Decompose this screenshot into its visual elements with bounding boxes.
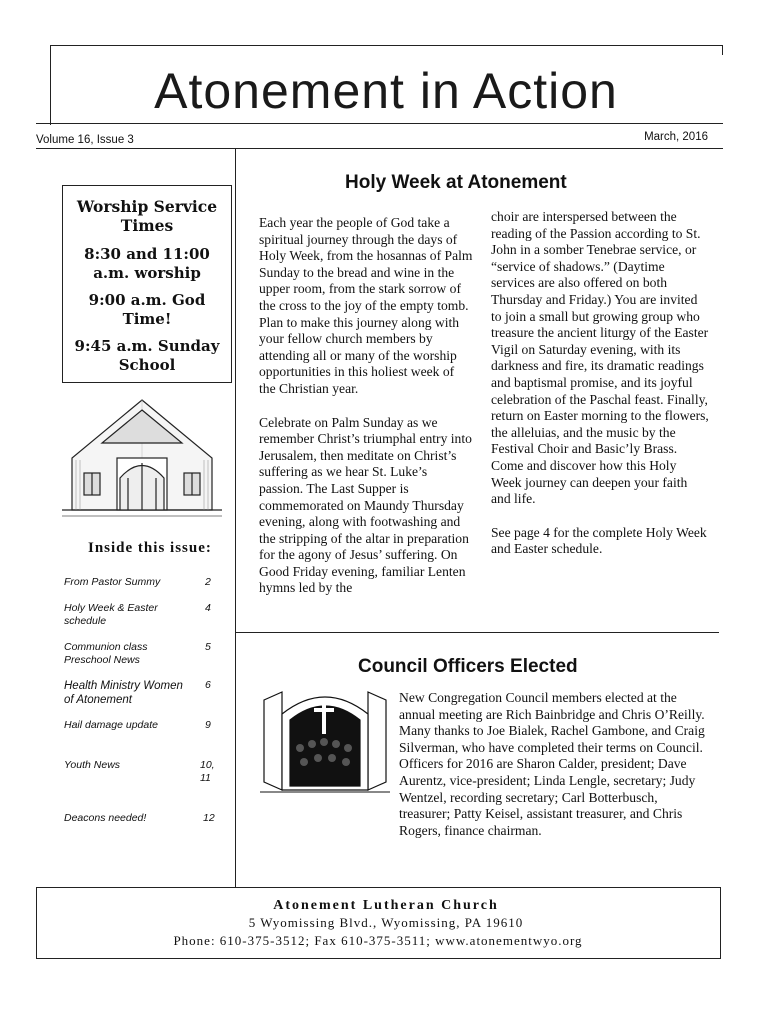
holy-week-title: Holy Week at Atonement	[345, 172, 567, 193]
inside-issue-title: Inside this issue:	[88, 540, 212, 556]
holy-week-column-2	[491, 209, 709, 575]
council-body: New Congregation Council members elected at the annual meeting are Rich Bainbridge and Chris O’Reilly. Many thanks to Joe Bialek, Rachel Gambone, and Craig Silverman, who have completed their terms on Council. Officers for 2016 are Sharon Calder, president; Dave Aurentz, vice-president; Linda Lengle, secretary; Judy Wentzel, recording secretary; Carl Botterbusch, treasurer; Patty Keisel, assistant treasurer, and Chris Rogers, finance chairman.	[399, 690, 705, 838]
toc-item: Youth News	[64, 759, 121, 771]
holy-week-paragraph: Each year the people of God take a spiritual journey through the days of Holy Week, from the hosannas of Palm Sunday to the bread and wine in the upper room, from the stark sorrow of the cross to the joy of the empty tomb. Plan to make this journey along with your fellow church members by attending all or many of the worship opportunities in this holiest week of the Christian year.	[259, 215, 473, 396]
toc-page: 10, 11	[200, 759, 215, 784]
volume-issue: Volume 16, Issue 3	[36, 134, 134, 146]
worship-time-2: 9:00 a.m. God Time!	[88, 291, 206, 328]
holy-week-paragraph: choir are interspersed between the reading of the Passion according to St. John in a somber Tenebrae service, or “service of shadows.” (Daytime services are also offered on both Thursday and Friday.) You are invited to join a small but growing group who treasure the ancient liturgy of the Easter Vigil on Saturday evening, with its darkness and fire, its dramatic readings and baptismal promise, and its joyful celebration of the Paschal feast. Finally, return on Easter morning to the flowers, the alleluias, and the music by the Festival Choir and Basic’ly Brass. Come and discover how this Holy Week journey can deepen your faith and life.	[491, 209, 709, 507]
holy-week-paragraph: See page 4 for the complete Holy Week and Easter schedule.	[491, 524, 707, 557]
toc-item: Communion class Preschool News	[64, 641, 148, 666]
toc-page: 4	[205, 602, 211, 614]
council-title: Council Officers Elected	[358, 656, 578, 677]
holy-week-column-1	[259, 215, 474, 614]
volume-rule	[36, 148, 723, 149]
column-divider	[235, 148, 236, 888]
toc-page: 12	[203, 812, 215, 824]
toc-item: Deacons needed!	[64, 812, 147, 824]
worship-time-1: 8:30 and 11:00 a.m. worship	[84, 245, 210, 282]
toc-page: 9	[205, 719, 211, 731]
issue-date: March, 2016	[644, 131, 708, 143]
toc-item: Hail damage update	[64, 719, 158, 731]
worship-times-title: Worship Service Times	[76, 197, 218, 235]
toc-item: Holy Week & Easter schedule	[64, 602, 158, 627]
church-doors-illustration	[260, 686, 390, 794]
church-name: Atonement Lutheran Church	[273, 898, 499, 913]
toc-page: 2	[205, 576, 211, 588]
newsletter-title: Atonement in Action	[154, 63, 618, 119]
holy-week-paragraph: Celebrate on Palm Sunday as we remember Christ’s triumphal entry into Jerusalem, then meditate on Christ’s suffering as we hear St. Luke’s passion. The Last Supper is commemorated on Maundy Thursday evening, along with footwashing and the stripping of the altar in preparation for the agony of Jesus’ suffering. On Good Friday evening, familiar Lenten hymns led by the	[259, 414, 472, 596]
top-rule	[50, 45, 723, 46]
masthead-rule	[36, 123, 723, 124]
church-illustration	[62, 398, 222, 523]
frame-right-top	[722, 45, 723, 55]
toc-item: From Pastor Summy	[64, 576, 161, 588]
worship-times	[64, 197, 230, 383]
church-address: 5 Wyomissing Blvd., Wyomissing, PA 19610	[248, 915, 524, 930]
church-contact: Phone: 610-375-3512; Fax 610-375-3511; www.atonementwyo.org	[173, 933, 583, 948]
bottom-rule	[36, 958, 721, 959]
toc-item: Health Ministry Women of Atonement	[64, 680, 183, 706]
worship-time-3: 9:45 a.m. Sunday School	[74, 337, 220, 374]
toc-page: 6	[205, 679, 211, 691]
footer-rule	[36, 887, 721, 888]
toc-page: 5	[205, 641, 211, 653]
section-rule	[236, 632, 719, 633]
